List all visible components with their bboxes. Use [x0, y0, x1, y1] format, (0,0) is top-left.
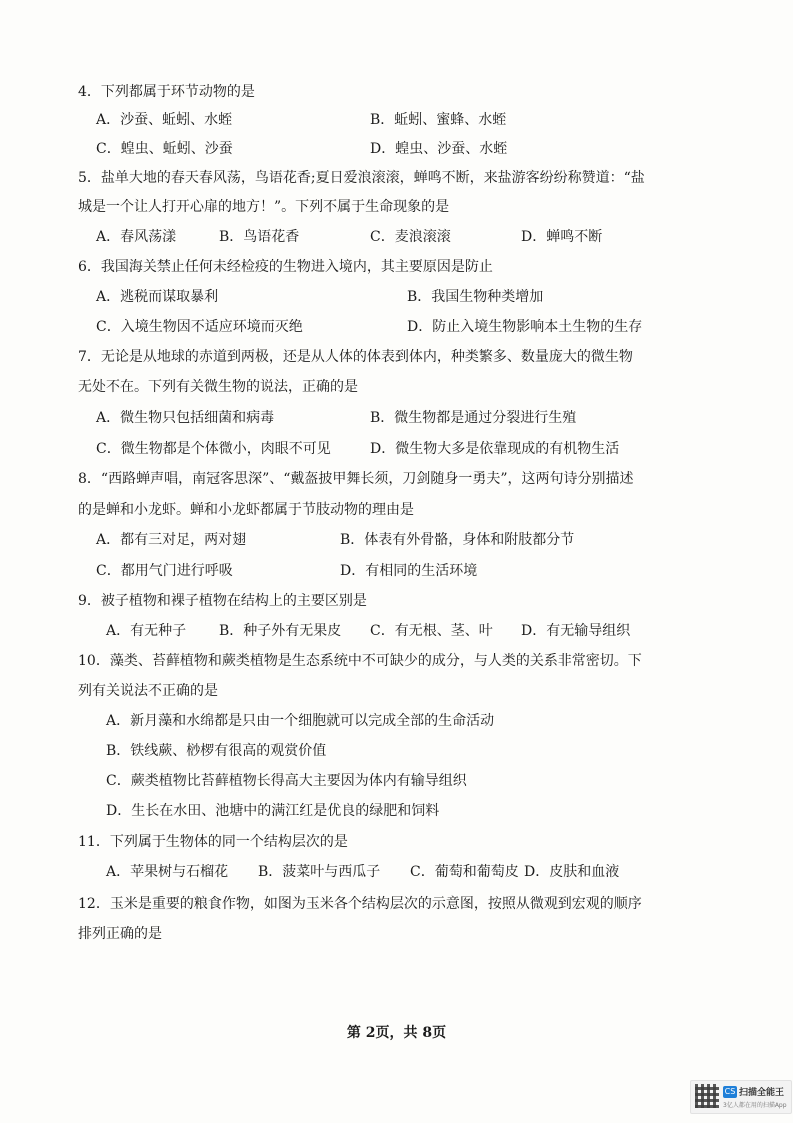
question-11-stem: 11．下列属于生物体的同一个结构层次的是: [78, 834, 348, 850]
q4-option-c: C．蝗虫、蚯蚓、沙蚕: [96, 141, 233, 157]
q4-option-b: B．蚯蚓、蜜蜂、水蛭: [370, 112, 507, 128]
page-number-footer: 第 2页，共 8页: [346, 1025, 447, 1041]
q11-option-a: A．苹果树与石榴花: [106, 864, 229, 880]
q9-option-a: A．有无种子: [106, 623, 187, 639]
q10-option-d: D．生长在水田、池塘中的满江红是优良的绿肥和饲料: [106, 803, 440, 819]
q11-option-d: D．皮肤和血液: [524, 864, 620, 880]
q6-option-b: B．我国生物种类增加: [407, 289, 544, 305]
q8-option-d: D．有相同的生活环境: [340, 563, 478, 579]
q10-option-b: B．铁线蕨、桫椤有很高的观赏价值: [106, 743, 327, 759]
q4-option-d: D．蝗虫、沙蚕、水蛭: [370, 141, 508, 157]
qr-code-icon: [695, 1084, 719, 1108]
q10-option-c: C．蕨类植物比苔藓植物长得高大主要因为体内有输导组织: [106, 773, 467, 789]
q11-option-c: C．葡萄和葡萄皮: [410, 864, 519, 880]
q6-option-a: A．逃税而谋取暴利: [96, 289, 219, 305]
camscanner-watermark: [690, 1080, 792, 1114]
question-6-stem: 6．我国海关禁止任何未经检疫的生物进入境内，其主要原因是防止: [78, 259, 493, 275]
q10-option-a: A．新月藻和水绵都是只由一个细胞就可以完成全部的生命活动: [106, 713, 495, 729]
q5-option-d: D．蝉鸣不断: [521, 229, 603, 245]
q7-option-c: C．微生物都是个体微小，肉眼不可见: [96, 441, 331, 457]
q6-option-d: D．防止入境生物影响本土生物的生存: [407, 319, 643, 335]
q7-option-a: A．微生物只包括细菌和病毒: [96, 410, 275, 426]
question-12-stem-1: 12．玉米是重要的粮食作物，如图为玉米各个结构层次的示意图，按照从微观到宏观的顺序: [78, 896, 642, 912]
question-8-stem-2: 的是蝉和小龙虾。蝉和小龙虾都属于节肢动物的理由是: [78, 502, 414, 518]
q6-option-c: C．入境生物因不适应环境而灭绝: [96, 319, 303, 335]
q11-option-b: B．菠菜叶与西瓜子: [258, 864, 381, 880]
q7-option-d: D．微生物大多是依靠现成的有机物生活: [370, 441, 620, 457]
q9-option-c: C．有无根、茎、叶: [370, 623, 493, 639]
question-7-stem-2: 无处不在。下列有关微生物的说法，正确的是: [78, 379, 358, 395]
q5-option-a: A．春风荡漾: [96, 229, 177, 245]
question-7-stem-1: 7．无论是从地球的赤道到两极，还是从人体的体表到体内，种类繁多、数量庞大的微生物: [78, 349, 633, 365]
q8-option-a: A．都有三对足，两对翅: [96, 532, 247, 548]
q7-option-b: B．微生物都是通过分裂进行生殖: [370, 410, 577, 426]
question-5-stem-1: 5．盐单大地的春天春风荡，鸟语花香;夏日爱浪滚滚，蝉鸣不断，来盐游客纷纷称赞道：“盐: [78, 170, 645, 186]
watermark-name: 扫描全能王: [739, 1088, 785, 1098]
q9-option-b: B．种子外有无果皮: [219, 623, 342, 639]
q4-option-a: A．沙蚕、蚯蚓、水蛭: [96, 112, 233, 128]
question-10-stem-1: 10．藻类、苔藓植物和蕨类植物是生态系统中不可缺少的成分，与人类的关系非常密切。下: [78, 653, 642, 669]
q5-option-b: B．鸟语花香: [219, 229, 300, 245]
q9-option-d: D．有无输导组织: [521, 623, 631, 639]
question-9-stem: 9．被子植物和裸子植物在结构上的主要区别是: [78, 593, 367, 609]
q8-option-c: C．都用气门进行呼吸: [96, 563, 233, 579]
q5-option-c: C．麦浪滚滚: [370, 229, 451, 245]
camscanner-logo-icon: CS: [724, 1087, 736, 1096]
q8-option-b: B．体表有外骨骼，身体和附肢都分节: [340, 532, 575, 548]
question-8-stem-1: 8．“西路蝉声唱，南冠客思深”、“戴盔披甲舞长须，刀剑随身一勇夫”，这两句诗分别描述: [78, 471, 634, 487]
question-12-stem-2: 排列正确的是: [78, 926, 162, 942]
question-5-stem-2: 城是一个让人打开心扉的地方！”。下列不属于生命现象的是: [78, 199, 450, 215]
question-4-stem: 4．下列都属于环节动物的是: [78, 84, 255, 100]
question-10-stem-2: 列有关说法不正确的是: [78, 683, 218, 699]
watermark-subtitle: 3亿人都在用的扫描App: [723, 1102, 787, 1109]
